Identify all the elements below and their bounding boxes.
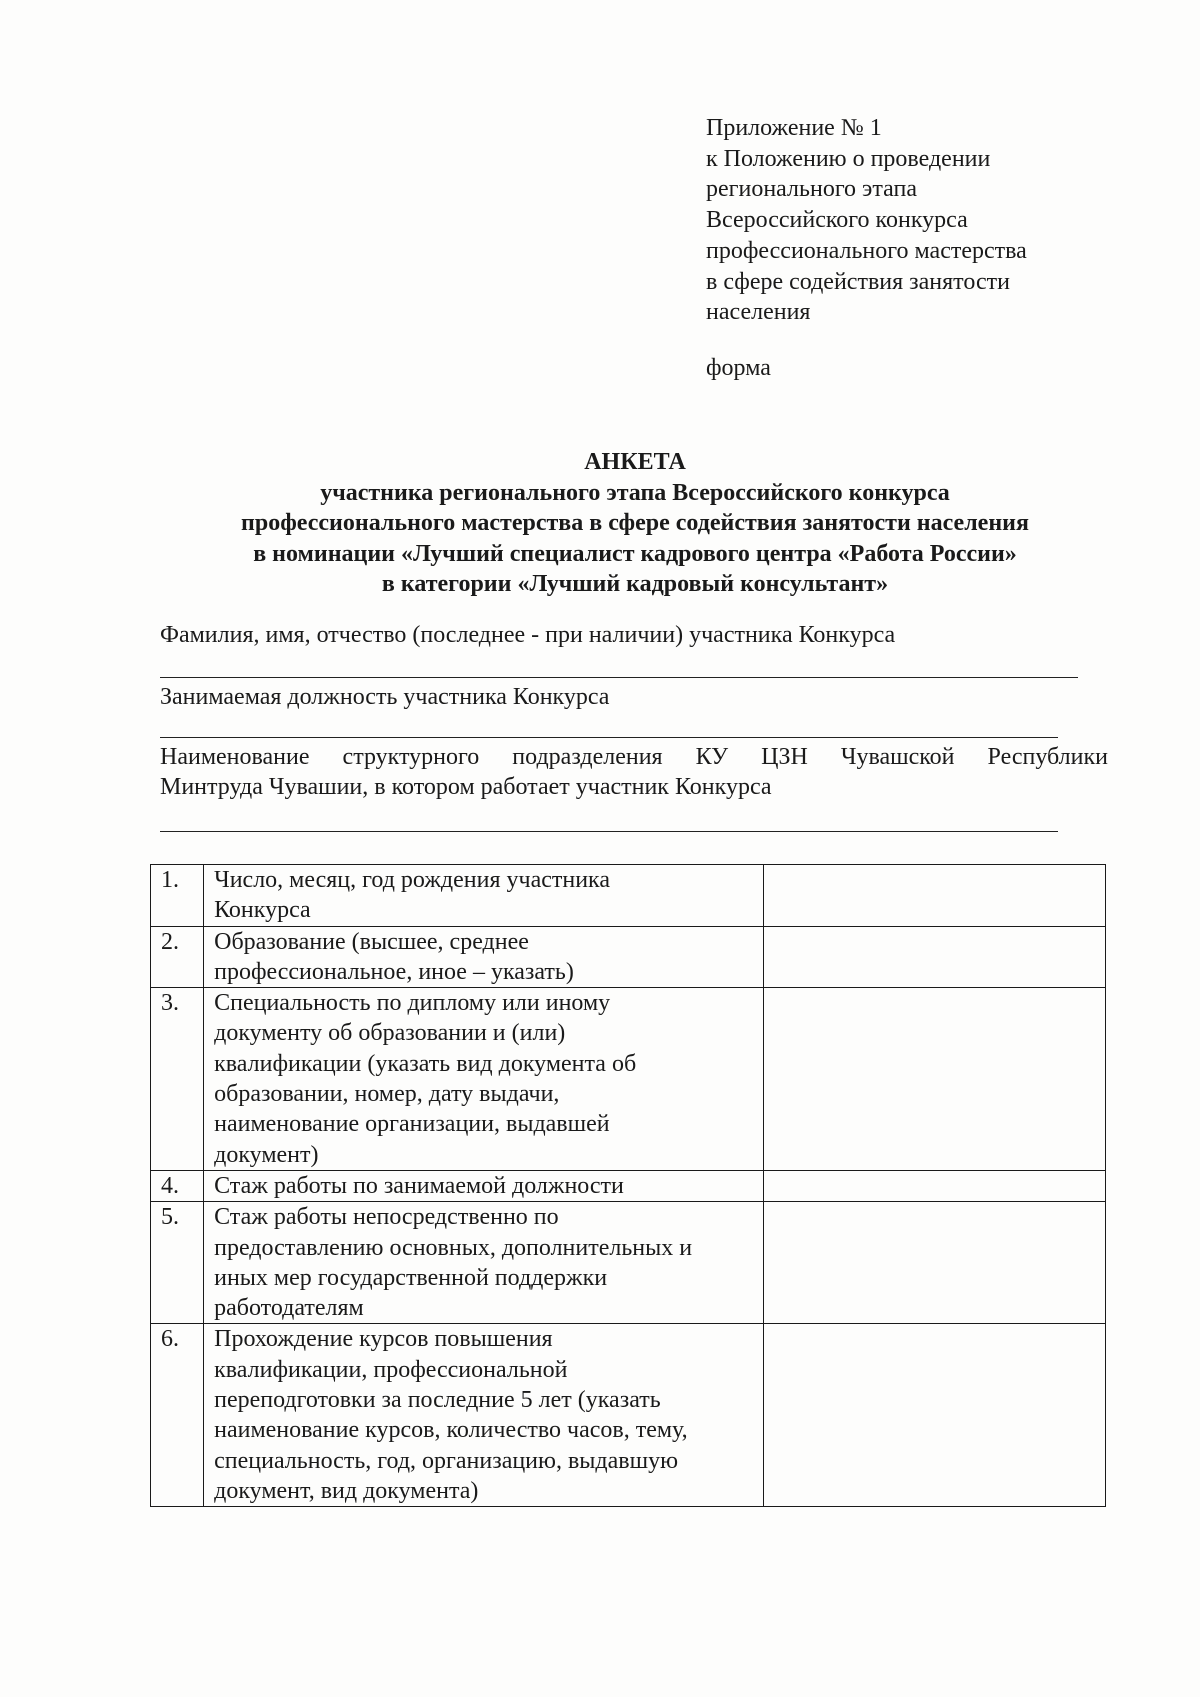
appendix-line: к Положению о проведении (706, 145, 991, 172)
subdivision-label (160, 742, 1108, 802)
appendix-line: регионального этапа (706, 176, 917, 203)
subdivision-word: Наименование (160, 744, 310, 770)
fio-label: Фамилия, имя, отчество (последнее - при наличии) участника Конкурса (160, 622, 896, 648)
row-label-line: Конкурса (214, 897, 311, 924)
table-row (151, 1202, 1106, 1324)
row-label-line: Специальность по диплому или иному (214, 990, 611, 1017)
heading-title: АНКЕТА (584, 449, 686, 475)
row-label (204, 1202, 764, 1324)
subdivision-word: Республики (987, 744, 1108, 770)
appendix-line: профессионального мастерства (706, 237, 1027, 264)
row-number: 6. (151, 1324, 204, 1507)
row-label-line: Число, месяц, год рождения участника (214, 867, 610, 893)
subdivision-word: Чувашской (840, 744, 955, 770)
subdivision-line-1 (160, 742, 1108, 772)
row-label-line: переподготовки за последние 5 лет (указать (214, 1387, 661, 1414)
table-row (151, 1170, 1106, 1201)
row-label-line: Прохождение курсов повышения (214, 1326, 553, 1353)
row-label (204, 865, 764, 927)
row-value-cell[interactable] (764, 1170, 1106, 1201)
row-label-line: работодателям (214, 1295, 364, 1322)
row-label-line: документу об образовании и (или) (214, 1020, 566, 1047)
table-row (151, 926, 1106, 988)
subdivision-fill-line[interactable] (160, 831, 1058, 832)
row-label-line: Образование (высшее, среднее (214, 928, 529, 955)
row-label-line: предоставлению основных, дополнительных и (214, 1234, 693, 1261)
row-number: 1. (151, 865, 204, 927)
appendix-line: населения (706, 299, 811, 326)
heading-line: участника регионального этапа Всероссийского конкурса (320, 479, 950, 506)
row-label-line: наименование организации, выдавшей (214, 1111, 610, 1138)
position-fill-line[interactable] (160, 737, 1058, 738)
table-row (151, 1324, 1106, 1507)
row-label (204, 926, 764, 988)
row-value-cell[interactable] (764, 865, 1106, 927)
row-value-cell[interactable] (764, 1324, 1106, 1507)
row-number: 3. (151, 988, 204, 1171)
form-label: форма (706, 355, 771, 381)
position-label: Занимаемая должность участника Конкурса (160, 684, 610, 710)
questionnaire-table (150, 864, 1106, 1507)
subdivision-word: структурного (342, 744, 480, 770)
table-row (151, 865, 1106, 927)
row-label-line: образовании, номер, дату выдачи, (214, 1081, 560, 1108)
row-label-line: Стаж работы непосредственно по (214, 1204, 559, 1231)
row-value-cell[interactable] (764, 988, 1106, 1171)
row-label (204, 988, 764, 1171)
fio-fill-line[interactable] (160, 677, 1078, 678)
heading-line: в категории «Лучший кадровый консультант» (381, 571, 889, 597)
row-label-line: документ) (214, 1141, 319, 1168)
row-label-line: документ, вид документа) (214, 1477, 479, 1504)
row-label (204, 1324, 764, 1507)
subdivision-word: КУ (695, 744, 729, 770)
row-label-line: квалификации, профессиональной (214, 1356, 568, 1383)
row-label-line: квалификации (указать вид документа об (214, 1050, 637, 1077)
row-value-cell[interactable] (764, 1202, 1106, 1324)
subdivision-line-2: Минтруда Чувашии, в котором работает участник Конкурса (160, 774, 772, 800)
appendix-line: Приложение № 1 (706, 115, 882, 141)
row-value-cell[interactable] (764, 926, 1106, 988)
table-row (151, 988, 1106, 1171)
row-number: 5. (151, 1202, 204, 1324)
appendix-line: Всероссийского конкурса (706, 207, 968, 234)
subdivision-word: ЦЗН (761, 744, 808, 770)
row-number: 2. (151, 926, 204, 988)
row-label (204, 1170, 764, 1201)
row-label-line: иных мер государственной поддержки (214, 1264, 608, 1291)
document-heading (0, 447, 1200, 600)
row-label-line: Стаж работы по занимаемой должности (214, 1172, 624, 1199)
row-label-line: наименование курсов, количество часов, тему, (214, 1417, 688, 1444)
row-number: 4. (151, 1170, 204, 1201)
heading-line: профессионального мастерства в сфере содействия занятости населения (241, 510, 1029, 536)
row-label-line: специальность, год, организацию, выдавшую (214, 1447, 679, 1474)
appendix-line: в сфере содействия занятости (706, 268, 1010, 295)
heading-line: в номинации «Лучший специалист кадрового центра «Работа России» (253, 540, 1017, 567)
subdivision-word: подразделения (512, 744, 663, 770)
appendix-note (706, 113, 1027, 328)
row-label-line: профессиональное, иное – указать) (214, 958, 574, 985)
